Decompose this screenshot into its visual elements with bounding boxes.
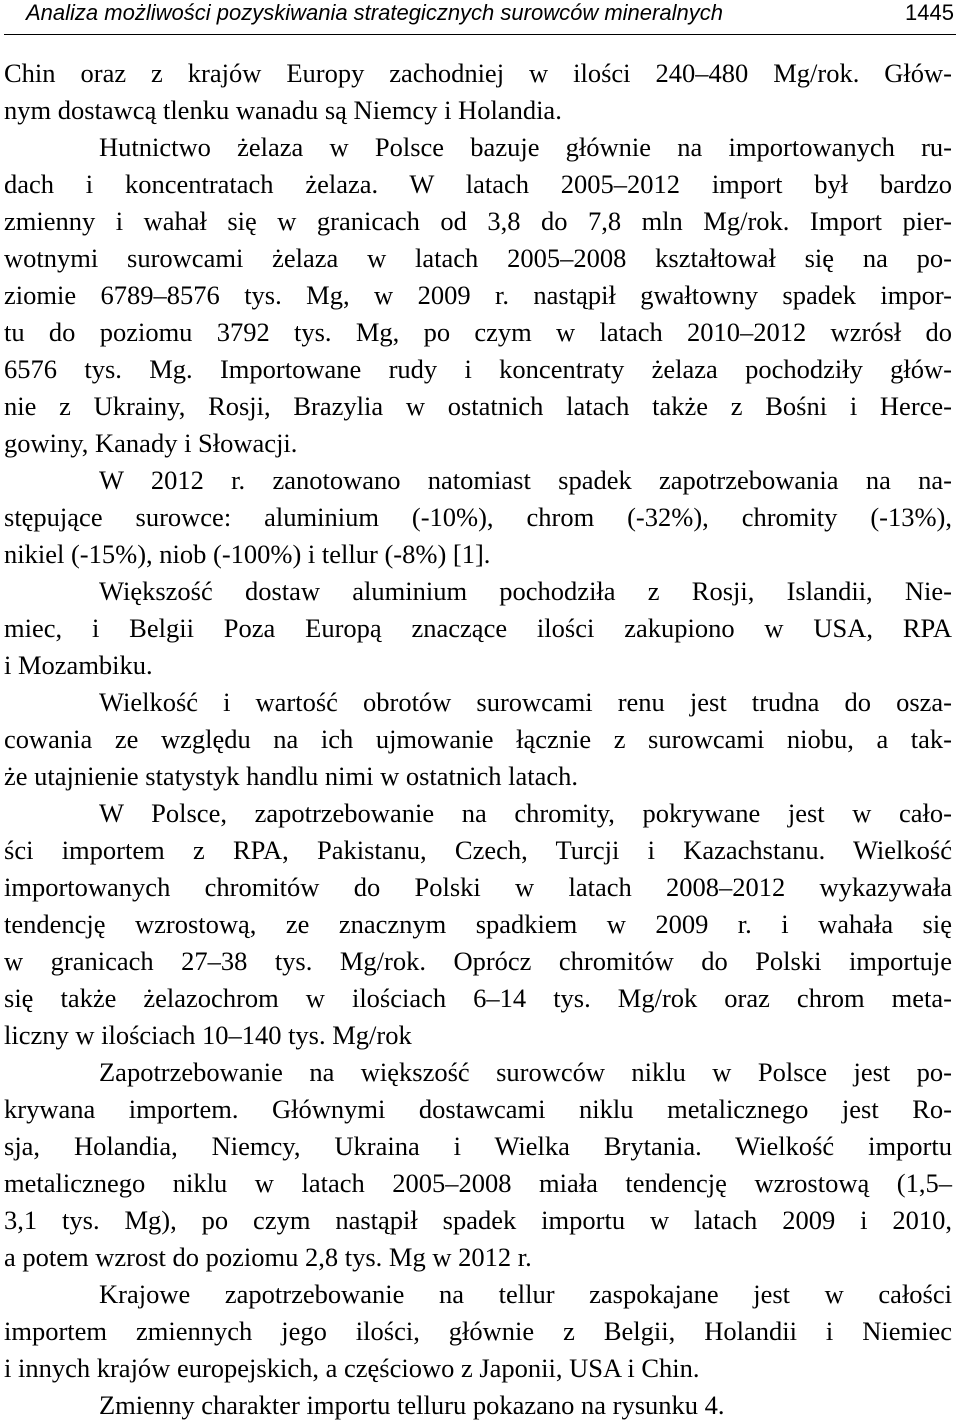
text-line: Większość dostaw aluminium pochodziła z Rosji, Islandii, Nie- xyxy=(99,576,952,606)
text-line: gowiny, Kanady i Słowacji. xyxy=(4,428,298,458)
text-line: Krajowe zapotrzebowanie na tellur zaspokajane jest w całości xyxy=(99,1279,952,1309)
text-line: Wielkość i wartość obrotów surowcami renu jest trudna do osza- xyxy=(99,687,952,717)
text-line: że utajnienie statystyk handlu nimi w ostatnich latach. xyxy=(4,761,579,791)
text-line: wotnymi surowcami żelaza w latach 2005–2008 kształtował się na po- xyxy=(4,243,952,273)
text-line: nym dostawcą tlenku wanadu są Niemcy i Holandia. xyxy=(4,95,562,125)
running-header xyxy=(4,0,956,35)
text-line: krywana importem. Głównymi dostawcami niklu metalicznego jest Ro- xyxy=(4,1094,952,1124)
text-line: zmienny i wahał się w granicach od 3,8 do 7,8 mln Mg/rok. Import pier- xyxy=(4,206,952,236)
text-line: Zmienny charakter importu telluru pokazano na rysunku 4. xyxy=(99,1390,725,1420)
text-line: Hutnictwo żelaza w Polsce bazuje głównie na importowanych ru- xyxy=(99,132,952,162)
text-line: tu do poziomu 3792 tys. Mg, po czym w latach 2010–2012 wzrósł do xyxy=(4,317,952,347)
text-line: liczny w ilościach 10–140 tys. Mg/rok xyxy=(4,1020,412,1050)
text-line: metalicznego niklu w latach 2005–2008 miała tendencję wzrostową (1,5– xyxy=(4,1168,952,1198)
text-line: nikiel (-15%), niob (-100%) i tellur (-8%) [1]. xyxy=(4,539,491,569)
running-title: Analiza możliwości pozyskiwania strategicznych surowców mineralnych xyxy=(26,0,723,25)
text-line: a potem wzrost do poziomu 2,8 tys. Mg w 2012 r. xyxy=(4,1242,532,1272)
text-line: importem zmiennych jego ilości, głównie z Belgii, Holandii i Niemiec xyxy=(4,1316,952,1346)
page-number: 1445 xyxy=(905,0,954,25)
text-line: stępujące surowce: aluminium (-10%), chrom (-32%), chromity (-13%), xyxy=(4,502,952,532)
body-text xyxy=(4,55,952,1424)
text-line: ści importem z RPA, Pakistanu, Czech, Turcji i Kazachstanu. Wielkość xyxy=(4,835,952,865)
text-line: w granicach 27–38 tys. Mg/rok. Oprócz chromitów do Polski importuje xyxy=(4,946,952,976)
text-line: nie z Ukrainy, Rosji, Brazylia w ostatnich latach także z Bośni i Herce- xyxy=(4,391,952,421)
text-line: W 2012 r. zanotowano natomiast spadek zapotrzebowania na na- xyxy=(99,465,952,495)
text-line: dach i koncentratach żelaza. W latach 2005–2012 import był bardzo xyxy=(4,169,952,199)
text-line: 6576 tys. Mg. Importowane rudy i koncentraty żelaza pochodziły głów- xyxy=(4,354,952,384)
text-line: ziomie 6789–8576 tys. Mg, w 2009 r. nastąpił gwałtowny spadek impor- xyxy=(4,280,952,310)
text-line: 3,1 tys. Mg), po czym nastąpił spadek importu w latach 2009 i 2010, xyxy=(4,1205,952,1235)
text-line: się także żelazochrom w ilościach 6–14 tys. Mg/rok oraz chrom meta- xyxy=(4,983,952,1013)
text-line: miec, i Belgii Poza Europą znaczące ilości zakupiono w USA, RPA xyxy=(4,613,952,643)
text-line: i innych krajów europejskich, a częściowo z Japonii, USA i Chin. xyxy=(4,1353,700,1383)
text-line: sja, Holandia, Niemcy, Ukraina i Wielka Brytania. Wielkość importu xyxy=(4,1131,952,1161)
text-line: Zapotrzebowanie na większość surowców niklu w Polsce jest po- xyxy=(99,1057,952,1087)
text-line: cowania ze względu na ich ujmowanie łącznie z surowcami niobu, a tak- xyxy=(4,724,952,754)
text-line: tendencję wzrostową, ze znacznym spadkiem w 2009 r. i wahała się xyxy=(4,909,952,939)
text-line: importowanych chromitów do Polski w latach 2008–2012 wykazywała xyxy=(4,872,952,902)
text-line: W Polsce, zapotrzebowanie na chromity, pokrywane jest w cało- xyxy=(99,798,952,828)
text-line: i Mozambiku. xyxy=(4,650,153,680)
text-line: Chin oraz z krajów Europy zachodniej w ilości 240–480 Mg/rok. Głów- xyxy=(4,58,952,88)
